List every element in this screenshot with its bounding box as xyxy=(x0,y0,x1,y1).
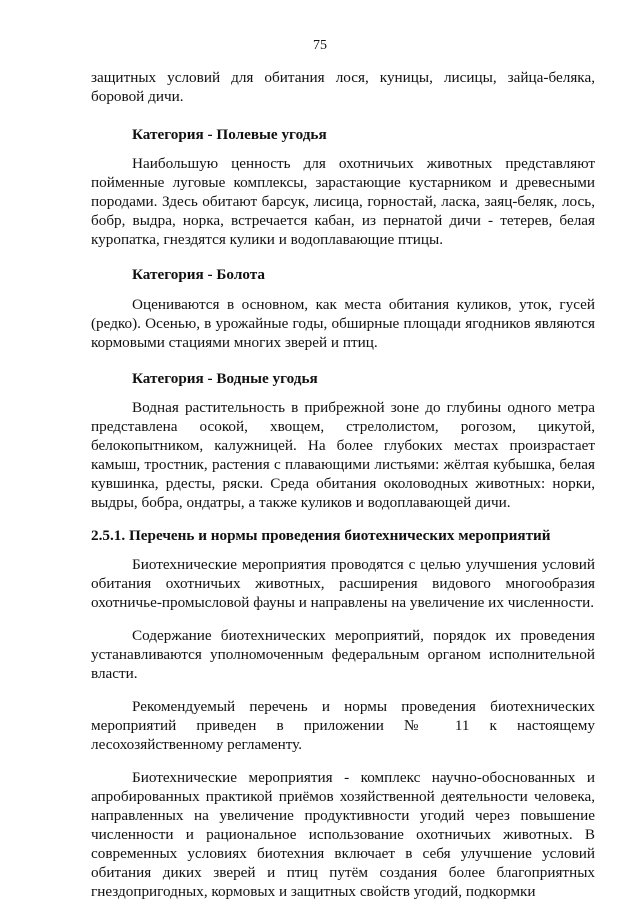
page-body xyxy=(91,68,595,901)
paragraph-swamps: Оцениваются в основном, как места обитания куликов, уток, гусей (редко). Осенью, в урожайные годы, обширные площади ягодников являются кормовыми стациями многих зверей и птиц. xyxy=(91,296,595,351)
paragraph-biotech-definition: Биотехнические мероприятия - комплекс научно-обоснованных и апробированных практикой приёмов хозяйственной деятельности человека, направленных на увеличение продуктивности угодий через повышение численности и рациональное использование охотничьих животных. В современных условиях биотехния включает в себя улучшение условий обитания диких зверей и птиц путём создания более благоприятных гнездопригодных, кормовых и защитных свойств угодий, подкормки xyxy=(91,769,595,900)
heading-field-lands: Категория - Полевые угодья xyxy=(132,126,327,143)
paragraph-continued: защитных условий для обитания лося, куницы, лисицы, зайца-беляка, боровой дичи. xyxy=(91,69,595,105)
section-heading-biotechnical: 2.5.1. Перечень и нормы проведения биотехнических мероприятий xyxy=(91,527,551,544)
paragraph-biotech-content: Содержание биотехнических мероприятий, порядок их проведения устанавливаются уполномоченным федеральным органом исполнительной власти. xyxy=(91,627,595,682)
paragraph-biotech-recommended: Рекомендуемый перечень и нормы проведения биотехнических мероприятий приведен в приложении № 11 к настоящему лесохозяйственному регламенту. xyxy=(91,698,595,753)
paragraph-field-lands: Наибольшую ценность для охотничьих животных представляют пойменные луговые комплексы, зарастающие кустарником и древесными породами. Здесь обитают барсук, лисица, горностай, ласка, заяц-беляк, лось, бобр, выдра, норка, встречается кабан, из пернатой дичи - тетерев, белая куропатка, гнездятся кулики и водоплавающие птицы. xyxy=(91,155,595,248)
page-number: 75 xyxy=(313,38,327,53)
heading-water-lands: Категория - Водные угодья xyxy=(132,370,318,387)
paragraph-biotech-purpose: Биотехнические мероприятия проводятся с целью улучшения условий обитания охотничьих животных, расширения видового многообразия охотничье-промысловой фауны и направлены на увеличение их численности. xyxy=(91,556,595,611)
heading-swamps: Категория - Болота xyxy=(132,266,265,283)
paragraph-water-lands: Водная растительность в прибрежной зоне до глубины одного метра представлена осокой, хвощем, стрелолистом, рогозом, цикутой, белокопытником, калужницей. На более глубоких местах произрастает камыш, тростник, растения с плавающими листьями: жёлтая кубышка, белая кувшинка, рдесты, ряски. Среда обитания околоводных животных: норки, выдры, бобра, ондатры, а также куликов и водоплавающей дичи. xyxy=(91,399,595,511)
